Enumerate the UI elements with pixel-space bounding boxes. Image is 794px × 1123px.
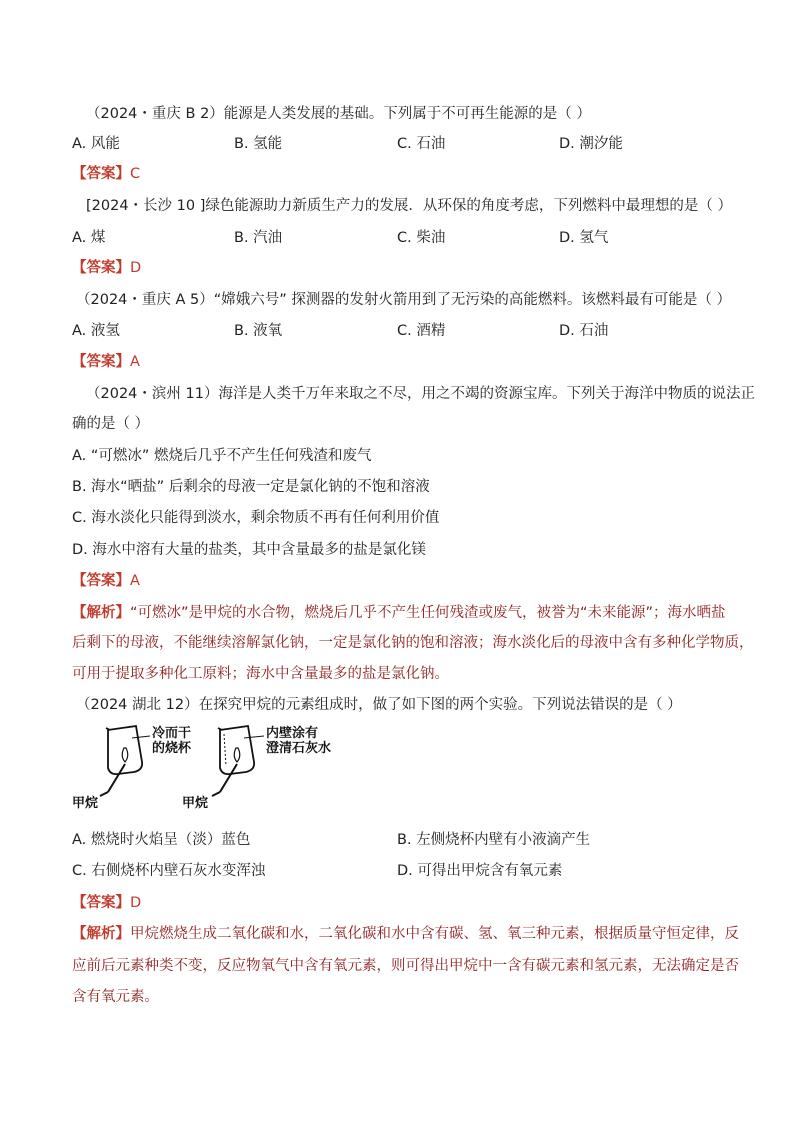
q1-option-a: A. 风能: [72, 136, 120, 152]
answer-label: 【答案】: [72, 573, 130, 589]
q5-option-c: C. 右侧烧杯内壁石灰水变浑浊: [72, 863, 266, 879]
q3-answer-value: A: [130, 354, 140, 370]
right-label-line1: 内壁涂有: [266, 726, 319, 741]
left-label-line1: 冷而干: [152, 726, 192, 741]
left-gas-label: 甲烷: [72, 796, 99, 811]
q1-options: [72, 134, 734, 154]
answer-label: 【答案】: [72, 354, 130, 370]
right-flame-icon: [234, 748, 240, 762]
q3-options: [72, 321, 734, 341]
q2-option-a: A. 煤: [72, 230, 106, 246]
q5-option-d: D. 可得出甲烷含有氧元素: [397, 863, 563, 879]
q4-analysis-line1: [72, 603, 734, 623]
q3-option-d: D. 石油: [559, 323, 609, 339]
q4-option-a: A. “可燃冰” 燃烧后几乎不产生任何残渣和废气: [72, 448, 372, 464]
methane-experiment-figure: [68, 722, 332, 814]
q4-analysis-text1: “可燃冰”是甲烷的水合物，燃烧后几乎不产生任何残渣或废气，被誉为“未来能源”；海水晒盐: [130, 605, 726, 621]
right-label-line2: 澄清石灰水: [266, 741, 332, 756]
q1-option-c: C. 石油: [397, 136, 446, 152]
q5-stem: （2024 湖北 12）在探究甲烷的元素组成时，做了如下图的两个实验。下列说法错误的是（ ）: [76, 697, 682, 713]
analysis-label: 【解析】: [72, 605, 130, 621]
left-beaker-label: [152, 726, 191, 756]
left-label-line2: 的烧杯: [152, 741, 192, 756]
q5-option-a: A. 燃烧时火焰呈（淡）蓝色: [72, 832, 251, 848]
q1-answer: [72, 164, 734, 184]
q4-option-c: C. 海水淡化只能得到淡水，剩余物质不再有任何利用价值: [72, 510, 440, 526]
q2-options: [72, 228, 734, 248]
q1-answer-value: C: [130, 166, 141, 182]
q4-analysis-line3: 可用于提取多种化工原料；海水中含量最多的盐是氯化钠。: [72, 666, 449, 682]
left-tube-icon: [100, 764, 125, 796]
q2-answer-value: D: [130, 260, 142, 276]
q5-options-row2: [72, 861, 734, 881]
q1-option-d: D. 潮汐能: [559, 136, 623, 152]
q5-options-row1: [72, 830, 734, 850]
right-beaker-label: [266, 726, 331, 756]
q5-answer: [72, 893, 734, 913]
q4-analysis-line2: 后剩下的母液，不能继续溶解氯化钠，一定是氯化钠的饱和溶液；海水淡化后的母液中含有多种化学物质，: [72, 635, 754, 651]
q3-answer: [72, 352, 734, 372]
q1-option-b: B. 氢能: [234, 136, 283, 152]
q2-answer: [72, 258, 734, 278]
q3-option-a: A. 液氢: [72, 323, 120, 339]
q3-option-c: C. 酒精: [397, 323, 446, 339]
q2-option-c: C. 柴油: [397, 230, 446, 246]
q4-option-b: B. 海水“晒盐” 后剩余的母液一定是氯化钠的不饱和溶液: [72, 479, 430, 495]
q4-answer-value: A: [130, 573, 140, 589]
q4-stem-line2: 确的是（ ）: [72, 416, 150, 432]
left-flame-icon: [122, 748, 128, 762]
q5-analysis-line3: 含有氧元素。: [72, 989, 159, 1005]
q5-answer-value: D: [130, 895, 142, 911]
answer-label: 【答案】: [72, 166, 130, 182]
q5-analysis-text1: 甲烷燃烧生成二氧化碳和水，二氧化碳和水中含有碳、氢、氧三种元素，根据质量守恒定律，反: [130, 926, 739, 942]
q2-option-b: B. 汽油: [234, 230, 283, 246]
q4-option-d: D. 海水中溶有大量的盐类，其中含量最多的盐是氯化镁: [72, 542, 426, 558]
q2-stem: [2024・长沙 10 ]绿色能源助力新质生产力的发展．从环保的角度考虑，下列燃料中最理想的是（ ）: [86, 198, 732, 214]
analysis-label: 【解析】: [72, 926, 130, 942]
right-gas-label: 甲烷: [182, 796, 209, 811]
q3-option-b: B. 液氧: [234, 323, 283, 339]
q3-stem: （2024・重庆 A 5）“嫦娥六号” 探测器的发射火箭用到了无污染的高能燃料。该燃料最有可能是（ ）: [76, 292, 732, 308]
q5-option-b: B. 左侧烧杯内壁有小液滴产生: [397, 832, 591, 848]
q4-stem-line1: （2024・滨州 11）海洋是人类千万年来取之不尽，用之不竭的资源宝库。下列关于海洋中物质的说法正: [86, 386, 755, 402]
q5-analysis-line1: [72, 924, 739, 944]
answer-label: 【答案】: [72, 895, 130, 911]
q2-option-d: D. 氢气: [559, 230, 609, 246]
q5-analysis-line2: 应前后元素种类不变，反应物氧气中含有氧元素，则可得出甲烷中一含有碳元素和氢元素，无法确定是否: [72, 958, 739, 974]
right-tube-icon: [212, 764, 237, 796]
q1-stem: （2024・重庆 B 2）能源是人类发展的基础。下列属于不可再生能源的是（ ）: [86, 106, 591, 122]
q4-answer: [72, 571, 734, 591]
answer-label: 【答案】: [72, 260, 130, 276]
